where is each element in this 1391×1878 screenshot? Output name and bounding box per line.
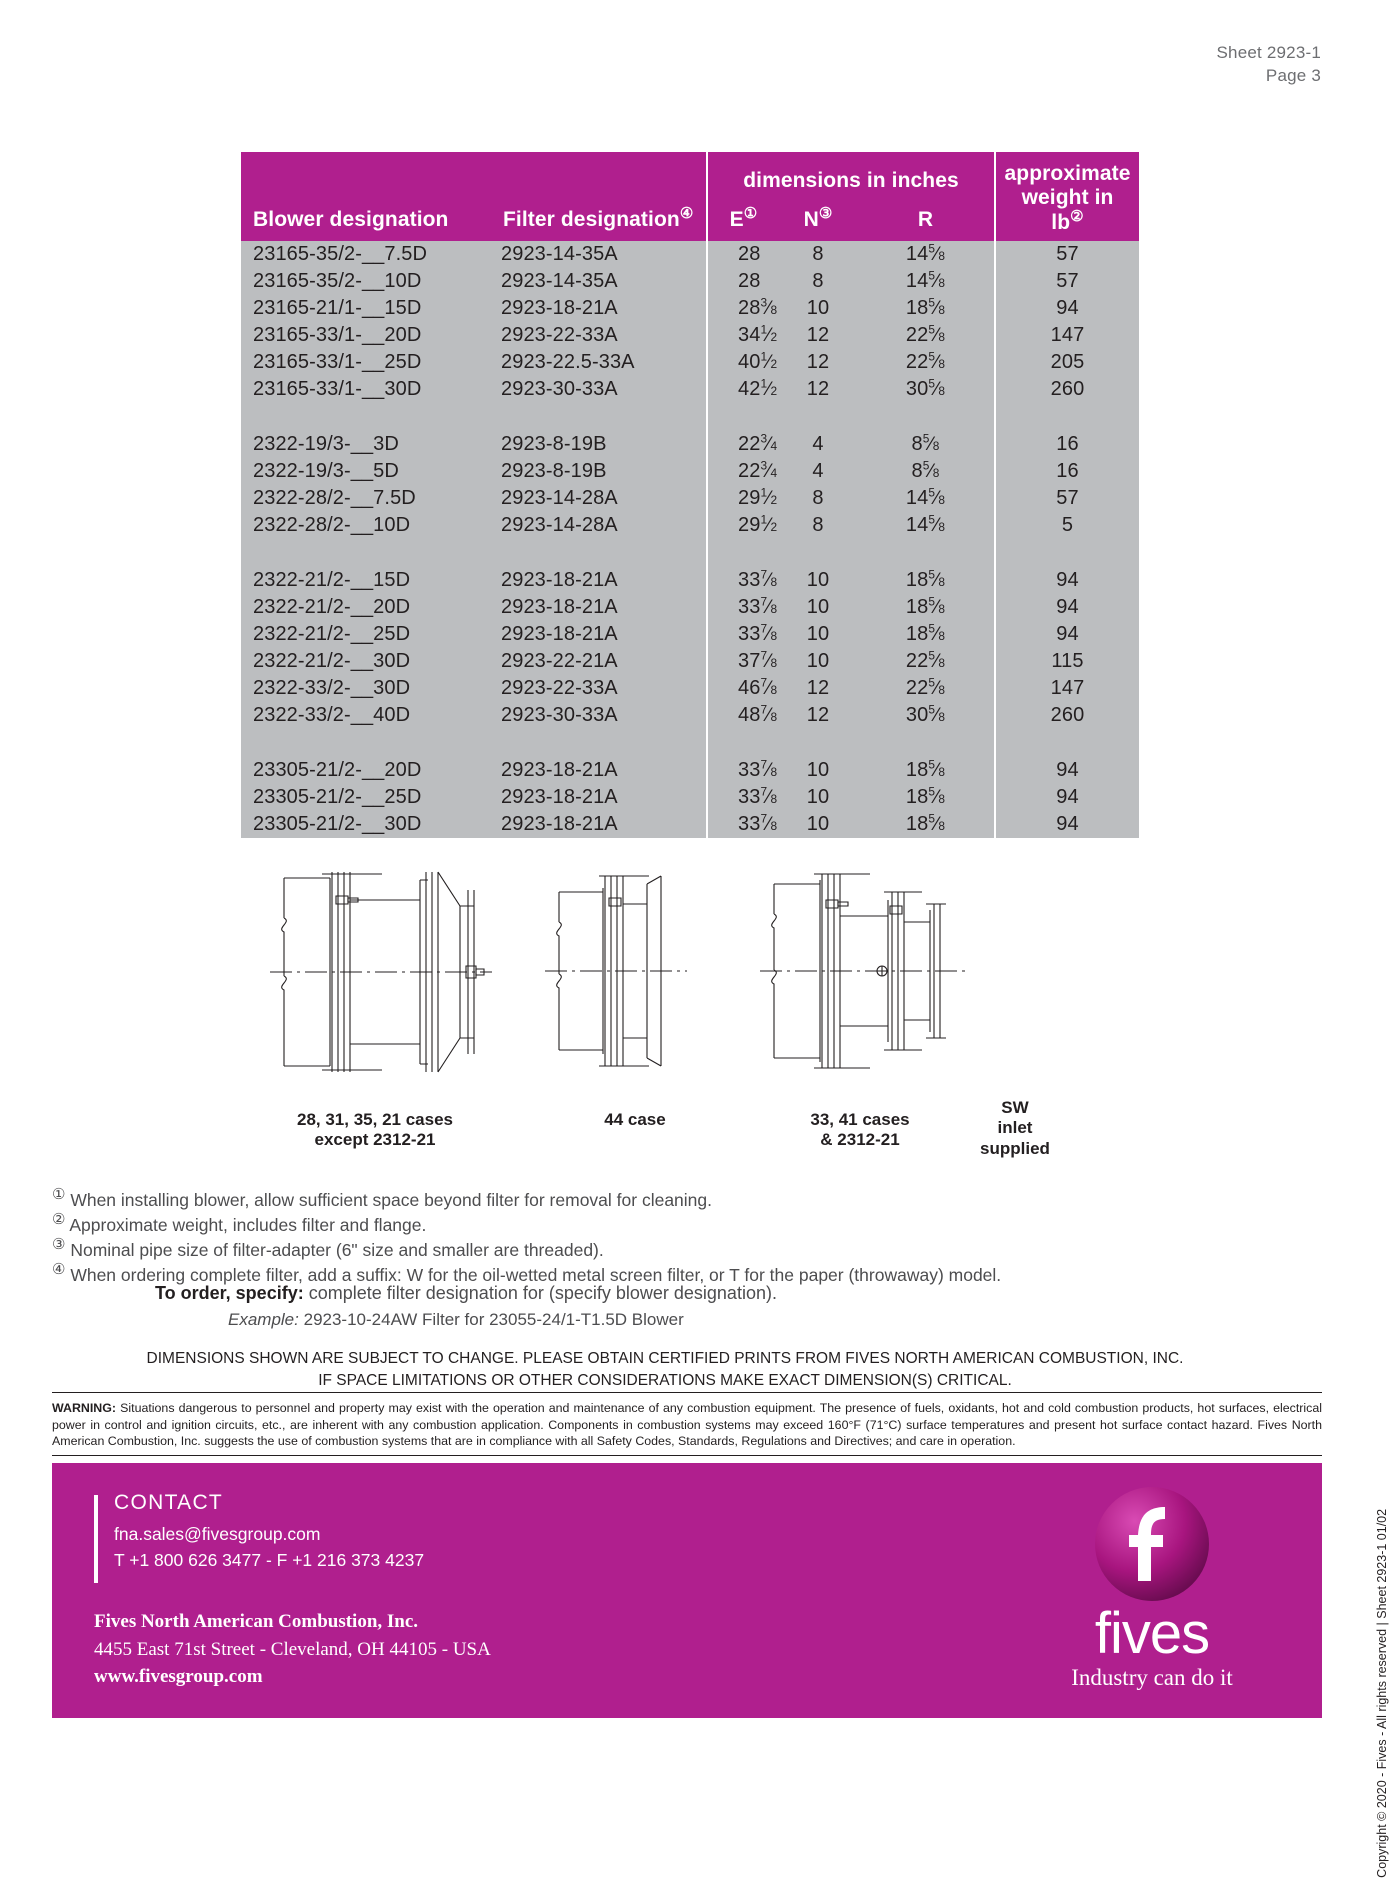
cell-filter-designation: 2923-18-21A — [491, 594, 707, 621]
header-col-filter-label: Filter designation — [503, 208, 680, 232]
contact-email[interactable]: fna.sales@fivesgroup.com — [114, 1524, 321, 1544]
cell-filter-designation: 2923-14-35A — [491, 241, 707, 268]
cell-blower-designation: 2322-33/2-__40D — [241, 702, 491, 729]
table-group-spacer — [241, 539, 1139, 567]
warning-text: Situations dangerous to personnel and property may exist with the operation and maintenance of any combustion equipment. The presence of fuels, oxidants, hot and cold combustion products, hot surfaces, electrical power in control and ignition circuits, etc., are inherent with any combustion application. Components in combustion systems may exceed 160°F (71°C) surface temperatures and present hot surface contact hazard. Fives North American Combustion, Inc. suggests the use of combustion systems that are in compliance with all Safety Codes, Standards, Regulations and Directives; and care in operation. — [52, 1401, 1322, 1448]
cell-dimension-e: $33^7⁄8$ — [707, 757, 779, 784]
cell-filter-designation: 2923-18-21A — [491, 621, 707, 648]
cell-dimension-e: $29^1⁄2$ — [707, 485, 779, 512]
cell-approx-weight: 205 — [995, 349, 1139, 376]
cell-approx-weight: 57 — [995, 268, 1139, 295]
table-group-spacer — [241, 729, 1139, 757]
cell-approx-weight: 94 — [995, 621, 1139, 648]
cell-blower-designation: 2322-21/2-__25D — [241, 621, 491, 648]
cell-dimension-n: 12 — [779, 322, 857, 349]
header-col-blower: Blower designation — [241, 197, 491, 241]
cell-dimension-n: 12 — [779, 349, 857, 376]
order-instruction-label: To order, specify: — [155, 1283, 304, 1303]
cell-dimension-r: $18^5⁄8$ — [857, 594, 995, 621]
drawing-1-caption — [250, 1110, 500, 1151]
header-spacer-blower — [241, 152, 491, 197]
cell-approx-weight: 147 — [995, 322, 1139, 349]
fives-logo — [1022, 1485, 1282, 1691]
header-group-weight — [995, 152, 1139, 241]
dimension-disclaimer-line1: DIMENSIONS SHOWN ARE SUBJECT TO CHANGE. PLEASE OBTAIN CERTIFIED PRINTS FROM FIVES NORTH AMERICAN COMBUSTION, INC. — [146, 1350, 1184, 1367]
drawing-3-caption-line1: 33, 41 cases — [810, 1110, 910, 1129]
cell-dimension-n: 4 — [779, 431, 857, 458]
cell-dimension-e: 28 — [707, 241, 779, 268]
table-row — [241, 376, 1139, 403]
table-row — [241, 458, 1139, 485]
cell-approx-weight: 57 — [995, 485, 1139, 512]
cell-dimension-e: $46^7⁄8$ — [707, 675, 779, 702]
cell-filter-designation: 2923-18-21A — [491, 811, 707, 838]
cell-dimension-n: 10 — [779, 594, 857, 621]
table-row — [241, 757, 1139, 784]
table-row — [241, 322, 1139, 349]
cell-filter-designation: 2923-18-21A — [491, 567, 707, 594]
footnote-1-mark: ① — [52, 1186, 66, 1204]
header-weight-line3: lb — [1051, 210, 1071, 234]
cell-dimension-n: 10 — [779, 811, 857, 838]
footnotes-list — [52, 1188, 1232, 1288]
page-number: Page 3 — [1265, 65, 1321, 85]
footnote-1 — [52, 1188, 1232, 1213]
cell-dimension-r: $30^5⁄8$ — [857, 702, 995, 729]
cell-dimension-r: $18^5⁄8$ — [857, 811, 995, 838]
cell-dimension-e: $40^1⁄2$ — [707, 349, 779, 376]
cell-dimension-n: 10 — [779, 784, 857, 811]
header-col-e-footnote-mark: ① — [743, 205, 758, 223]
cell-dimension-r: $18^5⁄8$ — [857, 621, 995, 648]
table-row — [241, 268, 1139, 295]
cell-filter-designation: 2923-14-35A — [491, 268, 707, 295]
cell-dimension-n: 8 — [779, 241, 857, 268]
fives-logo-mark — [1093, 1485, 1211, 1603]
contact-block — [114, 1491, 424, 1574]
header-col-filter — [491, 197, 707, 241]
cell-blower-designation: 23165-35/2-__7.5D — [241, 241, 491, 268]
cell-filter-designation: 2923-18-21A — [491, 757, 707, 784]
cell-approx-weight: 94 — [995, 784, 1139, 811]
table-row — [241, 567, 1139, 594]
cell-approx-weight: 57 — [995, 241, 1139, 268]
cell-approx-weight: 94 — [995, 757, 1139, 784]
table-row — [241, 485, 1139, 512]
order-instruction-text: complete filter designation for (specify blower designation). — [308, 1283, 777, 1303]
table-body — [241, 241, 1139, 838]
cell-blower-designation: 23305-21/2-__30D — [241, 811, 491, 838]
order-example-label: Example: — [228, 1310, 299, 1329]
drawing-4-caption-line2: inlet — [997, 1118, 1033, 1138]
cell-blower-designation: 2322-21/2-__20D — [241, 594, 491, 621]
dimension-disclaimer-line2: IF SPACE LIMITATIONS OR OTHER CONSIDERATIONS MAKE EXACT DIMENSION(S) CRITICAL. — [318, 1371, 1012, 1389]
specification-table — [241, 152, 1139, 838]
cell-dimension-e: $48^7⁄8$ — [707, 702, 779, 729]
cell-blower-designation: 23165-21/1-__15D — [241, 295, 491, 322]
cell-dimension-n: 10 — [779, 295, 857, 322]
cell-dimension-e: $34^1⁄2$ — [707, 322, 779, 349]
company-website[interactable]: www.fivesgroup.com — [94, 1666, 263, 1688]
cell-dimension-r: $8^5⁄8$ — [857, 431, 995, 458]
cell-blower-designation: 2322-19/3-__3D — [241, 431, 491, 458]
table-row — [241, 784, 1139, 811]
cell-dimension-n: 10 — [779, 567, 857, 594]
cell-dimension-e: $28^3⁄8$ — [707, 295, 779, 322]
cell-dimension-r: $22^5⁄8$ — [857, 648, 995, 675]
drawing-case-group-1 — [270, 870, 520, 1100]
cell-dimension-n: 12 — [779, 376, 857, 403]
cell-approx-weight: 147 — [995, 675, 1139, 702]
table-row — [241, 349, 1139, 376]
cell-dimension-e: $42^1⁄2$ — [707, 376, 779, 403]
warning-rule-bottom — [52, 1455, 1322, 1456]
cell-dimension-e: $33^7⁄8$ — [707, 784, 779, 811]
cell-dimension-r: $22^5⁄8$ — [857, 675, 995, 702]
cell-blower-designation: 23165-33/1-__30D — [241, 376, 491, 403]
drawing-1-svg — [270, 870, 520, 1100]
cell-blower-designation: 2322-33/2-__30D — [241, 675, 491, 702]
cell-dimension-r: $22^5⁄8$ — [857, 349, 995, 376]
footnote-1-text: When installing blower, allow sufficient space beyond filter for removal for cleaning. — [70, 1190, 713, 1210]
contact-phone: T +1 800 626 3477 - F +1 216 373 4237 — [114, 1550, 425, 1571]
cell-dimension-r: $8^5⁄8$ — [857, 458, 995, 485]
header-col-filter-footnote-mark: ④ — [679, 205, 694, 223]
warning-block — [52, 1400, 1322, 1450]
cell-filter-designation: 2923-18-21A — [491, 784, 707, 811]
cell-dimension-e: $33^7⁄8$ — [707, 811, 779, 838]
cell-filter-designation: 2923-18-21A — [491, 295, 707, 322]
cell-dimension-r: $22^5⁄8$ — [857, 322, 995, 349]
sheet-number: Sheet 2923-1 — [1216, 43, 1321, 62]
cell-dimension-e: $33^7⁄8$ — [707, 594, 779, 621]
drawing-3-svg — [760, 870, 1010, 1100]
table-header — [241, 152, 1139, 241]
header-weight-line2: weight in — [1021, 186, 1114, 210]
drawing-case-group-2 — [545, 870, 745, 1100]
cell-dimension-e: $22^3⁄4$ — [707, 431, 779, 458]
cell-dimension-r: $18^5⁄8$ — [857, 784, 995, 811]
cell-dimension-n: 8 — [779, 485, 857, 512]
cell-filter-designation: 2923-30-33A — [491, 376, 707, 403]
table-header-group-row — [241, 152, 1139, 197]
table-row — [241, 512, 1139, 539]
cell-blower-designation: 23305-21/2-__25D — [241, 784, 491, 811]
contact-accent-bar — [94, 1495, 98, 1583]
table-row — [241, 295, 1139, 322]
cell-dimension-n: 10 — [779, 621, 857, 648]
drawing-4-caption-line3: supplied — [980, 1138, 1050, 1158]
fives-logo-svg — [1093, 1485, 1211, 1603]
header-weight-footnote-mark: ② — [1070, 207, 1084, 225]
drawing-1-caption-line1: 28, 31, 35, 21 cases — [297, 1110, 453, 1129]
cell-blower-designation: 2322-21/2-__30D — [241, 648, 491, 675]
cell-filter-designation: 2923-30-33A — [491, 702, 707, 729]
cell-approx-weight: 94 — [995, 567, 1139, 594]
footnote-3-mark: ③ — [52, 1236, 66, 1254]
table-row — [241, 431, 1139, 458]
assembly-drawings — [250, 870, 1150, 1170]
company-name: Fives North American Combustion, Inc. — [94, 1611, 419, 1632]
cell-filter-designation: 2923-22.5-33A — [491, 349, 707, 376]
fives-logo-wordmark: fives — [1094, 1601, 1210, 1666]
drawing-2-caption-line1: 44 case — [604, 1110, 666, 1129]
order-example-text: 2923-10-24AW Filter for 23055-24/1-T1.5D Blower — [303, 1310, 684, 1329]
cell-dimension-n: 12 — [779, 675, 857, 702]
drawing-3-caption-line2: & 2312-21 — [820, 1130, 900, 1150]
drawing-2-caption — [535, 1110, 735, 1130]
table-row — [241, 675, 1139, 702]
cell-blower-designation: 23305-21/2-__20D — [241, 757, 491, 784]
cell-dimension-r: $14^5⁄8$ — [857, 512, 995, 539]
cell-dimension-r: $14^5⁄8$ — [857, 268, 995, 295]
cell-approx-weight: 260 — [995, 702, 1139, 729]
cell-filter-designation: 2923-22-21A — [491, 648, 707, 675]
cell-blower-designation: 2322-28/2-__7.5D — [241, 485, 491, 512]
cell-dimension-r: $18^5⁄8$ — [857, 295, 995, 322]
cell-dimension-e: 28 — [707, 268, 779, 295]
cell-filter-designation: 2923-14-28A — [491, 485, 707, 512]
cell-blower-designation: 2322-19/3-__5D — [241, 458, 491, 485]
copyright-vertical: Copyright © 2020 - Fives - All rights reserved | Sheet 2923-1 01/02 — [1375, 1508, 1389, 1878]
table-row — [241, 811, 1139, 838]
cell-dimension-r: $18^5⁄8$ — [857, 757, 995, 784]
cell-filter-designation: 2923-14-28A — [491, 512, 707, 539]
footnote-2-text: Approximate weight, includes filter and flange. — [69, 1215, 427, 1236]
cell-approx-weight: 16 — [995, 431, 1139, 458]
cell-blower-designation: 23165-35/2-__10D — [241, 268, 491, 295]
drawing-case-group-3 — [760, 870, 1010, 1100]
cell-approx-weight: 115 — [995, 648, 1139, 675]
cell-approx-weight: 94 — [995, 594, 1139, 621]
cell-dimension-e: $37^7⁄8$ — [707, 648, 779, 675]
cell-dimension-n: 8 — [779, 268, 857, 295]
footnote-4-mark: ④ — [52, 1261, 66, 1279]
cell-dimension-e: $22^3⁄4$ — [707, 458, 779, 485]
table-group-spacer — [241, 403, 1139, 431]
cell-filter-designation: 2923-22-33A — [491, 322, 707, 349]
cell-approx-weight: 260 — [995, 376, 1139, 403]
cell-blower-designation: 2322-28/2-__10D — [241, 512, 491, 539]
header-col-e-label: E — [729, 208, 744, 232]
cell-dimension-r: $30^5⁄8$ — [857, 376, 995, 403]
cell-filter-designation: 2923-22-33A — [491, 675, 707, 702]
table-row — [241, 621, 1139, 648]
cell-dimension-n: 10 — [779, 757, 857, 784]
page-footer — [52, 1463, 1322, 1718]
contact-title: CONTACT — [114, 1491, 224, 1514]
header-col-e — [707, 197, 779, 241]
specification-table-container — [241, 152, 1139, 838]
footnote-3 — [52, 1238, 1232, 1263]
header-col-r: R — [857, 197, 995, 241]
dimension-disclaimer — [0, 1348, 1330, 1391]
warning-label: WARNING: — [52, 1401, 117, 1415]
cell-dimension-n: 10 — [779, 648, 857, 675]
fives-logo-tagline: Industry can do it — [1071, 1665, 1233, 1690]
cell-blower-designation: 2322-21/2-__15D — [241, 567, 491, 594]
cell-filter-designation: 2923-8-19B — [491, 431, 707, 458]
cell-filter-designation: 2923-8-19B — [491, 458, 707, 485]
cell-blower-designation: 23165-33/1-__20D — [241, 322, 491, 349]
sheet-header — [1217, 42, 1321, 88]
drawing-4-caption-line1: SW — [1001, 1098, 1029, 1117]
footnote-3-text: Nominal pipe size of filter-adapter (6" size and smaller are threaded). — [70, 1240, 604, 1261]
footnote-2 — [52, 1213, 1232, 1238]
cell-dimension-n: 8 — [779, 512, 857, 539]
cell-dimension-e: $33^7⁄8$ — [707, 621, 779, 648]
header-col-n — [779, 197, 857, 241]
cell-approx-weight: 16 — [995, 458, 1139, 485]
header-group-dimensions: dimensions in inches — [707, 152, 995, 197]
table-row — [241, 702, 1139, 729]
drawing-4-caption — [950, 1098, 1080, 1159]
table-row — [241, 594, 1139, 621]
cell-dimension-r: $14^5⁄8$ — [857, 241, 995, 268]
cell-dimension-n: 12 — [779, 702, 857, 729]
order-instruction — [155, 1283, 777, 1304]
cell-dimension-e: $29^1⁄2$ — [707, 512, 779, 539]
cell-approx-weight: 5 — [995, 512, 1139, 539]
header-col-n-label: N — [803, 208, 819, 232]
order-example — [228, 1310, 684, 1330]
table-row — [241, 648, 1139, 675]
cell-approx-weight: 94 — [995, 295, 1139, 322]
cell-dimension-r: $14^5⁄8$ — [857, 485, 995, 512]
footnote-2-mark: ② — [52, 1211, 66, 1229]
footnote-4-text: When ordering complete filter, add a suffix: W for the oil-wetted metal screen filter, or T for the paper (throwaway) model. — [70, 1265, 1002, 1286]
header-col-n-footnote-mark: ③ — [818, 205, 833, 223]
address-block — [94, 1608, 491, 1691]
table-row — [241, 241, 1139, 268]
drawing-3-caption — [745, 1110, 975, 1151]
cell-dimension-n: 4 — [779, 458, 857, 485]
company-address: 4455 East 71st Street - Cleveland, OH 44105 - USA — [94, 1638, 491, 1660]
cell-dimension-e: $33^7⁄8$ — [707, 567, 779, 594]
cell-blower-designation: 23165-33/1-__25D — [241, 349, 491, 376]
drawing-2-svg — [545, 870, 745, 1100]
warning-rule-top — [52, 1392, 1322, 1393]
cell-approx-weight: 94 — [995, 811, 1139, 838]
cell-dimension-r: $18^5⁄8$ — [857, 567, 995, 594]
header-weight-line1: approximate — [1004, 162, 1131, 185]
drawing-1-caption-line2: except 2312-21 — [314, 1130, 436, 1150]
header-spacer-filter — [491, 152, 707, 197]
